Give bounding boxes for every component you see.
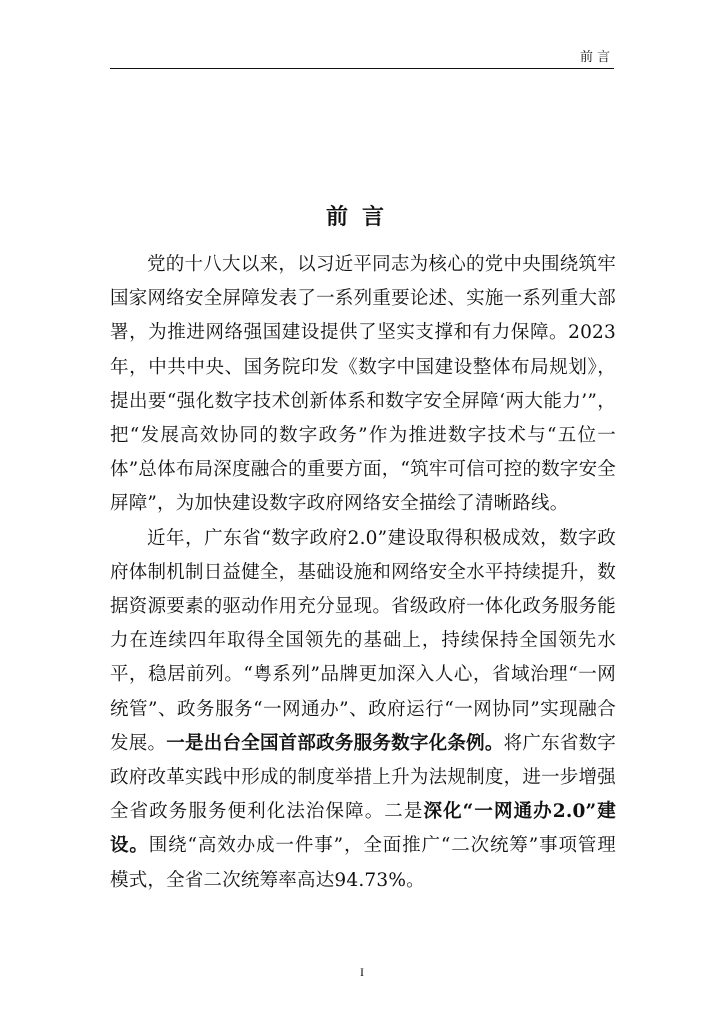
paragraph-2 xyxy=(110,522,616,898)
paragraph-2-sentence-3: 围绕“高效办成一件事”，全面推广“二次统筹”事项管理模式，全省二次统筹率高达94.73%。 xyxy=(110,835,616,891)
paragraph-2-bold-1: 一是出台全国首部政务服务数字化条例。 xyxy=(166,732,504,754)
page-title: 前言 xyxy=(325,205,398,230)
paragraph-2-bold-2: 深化“一网通办2.0”建设。 xyxy=(110,801,616,857)
paragraph-1: 党的十八大以来，以习近平同志为核心的党中央围绕筑牢国家网络安全屏障发表了一系列重要论述、实施一系列重大部署，为推进网络强国建设提供了坚实支撑和有力保障。2023年，中共中央、国务院印发《数字中国建设整体布局规划》，提出要“强化数字技术创新体系和数字安全屏障‘两大能力’”，把“发展高效协同的数字政务”作为推进数字技术与“五位一体”总体布局深度融合的重要方面，“筑牢可信可控的数字安全屏障”，为加快建设数字政府网络安全描绘了清晰路线。 xyxy=(110,254,616,515)
paragraph-2-sentence-2: 将广东省数字政府改革实践中形成的制度举措上升为法规制度，进一步增强全省政务服务便利化法治保障。二是 xyxy=(110,732,617,823)
running-header-title: 前言 xyxy=(579,50,614,65)
paragraph-2-sentence-1: 近年，广东省“数字政府2.0”建设取得积极成效，数字政府体制机制日益健全，基础设施和网络安全水平持续提升，数据资源要素的驱动作用充分显现。省级政府一体化政务服务能力在连续四年取得全国领先的基础上，持续保持全国领先水平，稳居前列。“粤系列”品牌更加深入人心，省域治理“一网统管”、政务服务“一网通办”、政府运行“一网协同”实现融合发展。 xyxy=(110,527,616,754)
page-number: I xyxy=(360,965,364,979)
header-rule xyxy=(110,68,614,69)
body-text xyxy=(110,248,616,898)
